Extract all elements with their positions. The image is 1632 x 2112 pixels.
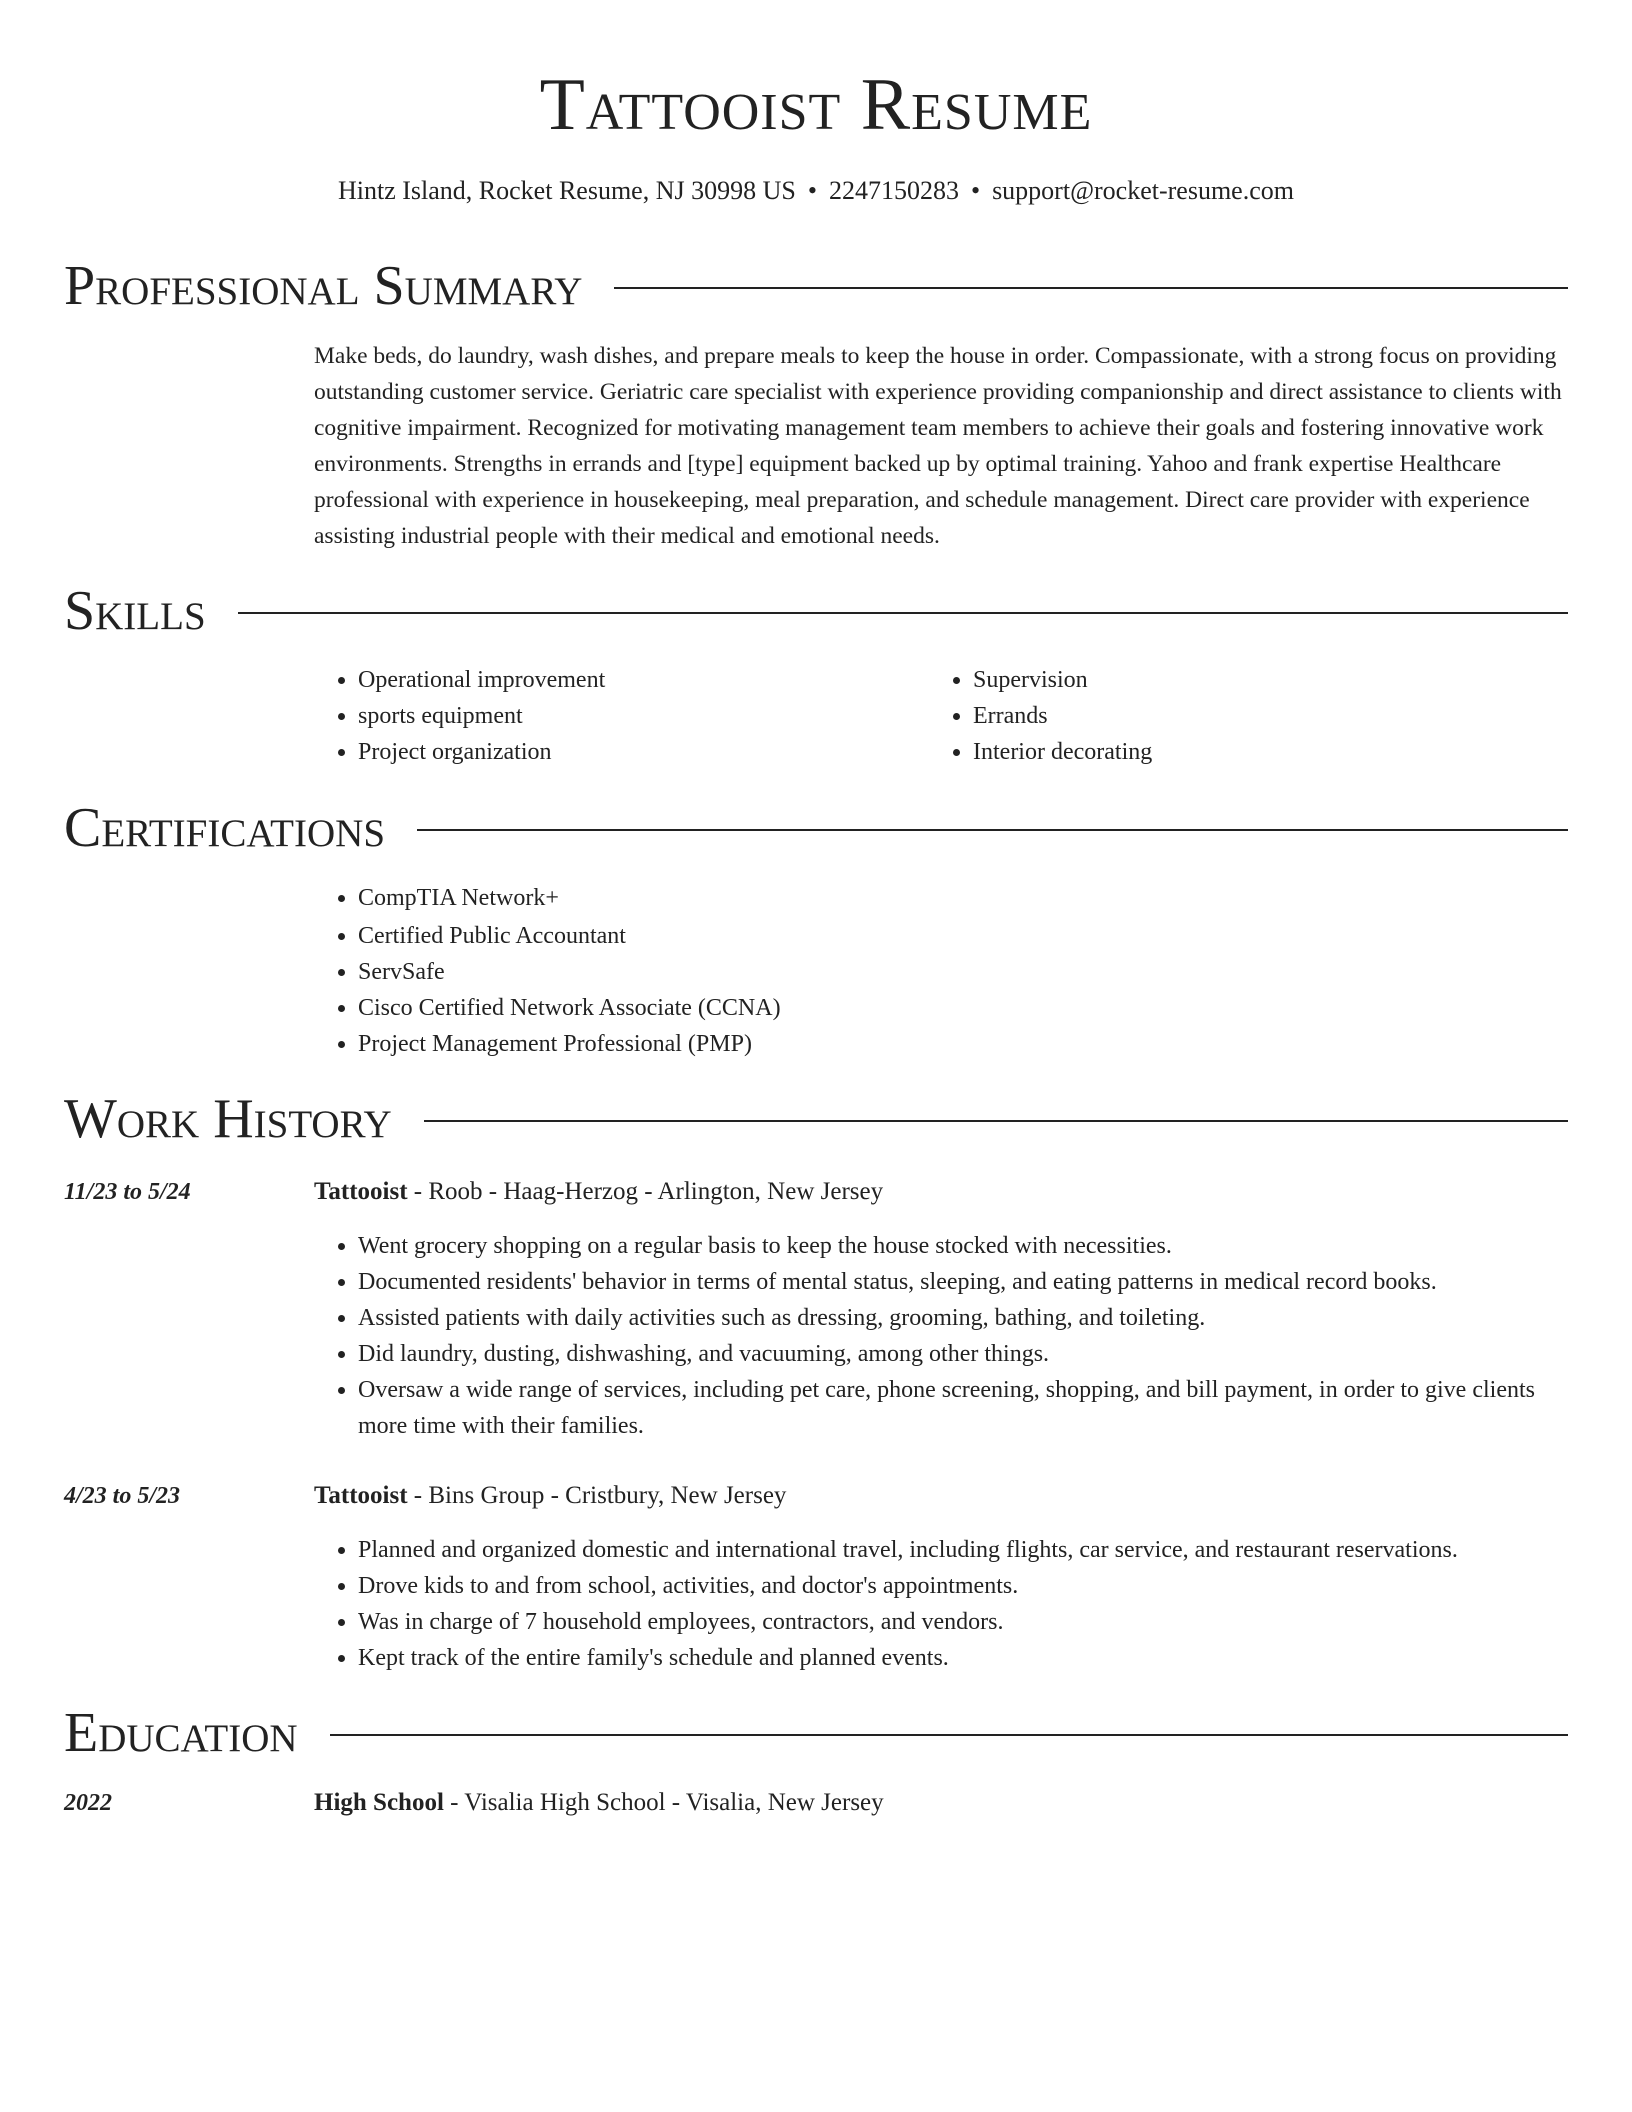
- job-responsibilities: [314, 1532, 1568, 1676]
- certification-item: • CompTIA Network+: [358, 880, 1568, 916]
- job-role: Tattooist: [314, 1178, 408, 1205]
- certifications-list: [314, 880, 1568, 1062]
- summary-text: Make beds, do laundry, wash dishes, and prepare meals to keep the house in order. Compassionate, with a strong focus on providing outstanding customer service. Geriatric care specialist with experience providing companionship and direct assistance to clients with cognitive impairment. Recognized for motivating management team members to achieve their goals and fostering innovative work environments. Strengths in errands and [type] equipment backed up by optimal training. Yahoo and frank expertise Healthcare professional with experience in housekeeping, meal preparation, and schedule management. Direct care provider with experience assisting industrial people with their medical and emotional needs.: [314, 343, 1562, 549]
- section-divider: [330, 1734, 1568, 1736]
- skill-item: • sports equipment: [358, 698, 914, 734]
- summary-section-title: Professional Summary: [64, 255, 583, 317]
- job-dates: 11/23 to 5/24: [64, 1179, 191, 1205]
- resume-title: Tattooist Resume: [539, 64, 1093, 146]
- skill-item: • Errands: [973, 698, 1529, 734]
- skill-item: • Operational improvement: [358, 662, 914, 698]
- contact-line: [0, 174, 1632, 208]
- certification-item: • Project Management Professional (PMP): [358, 1026, 1568, 1062]
- skill-item: • Supervision: [973, 662, 1529, 698]
- skill-item: • Project organization: [358, 734, 914, 770]
- contact-separator: •: [807, 176, 817, 205]
- certifications-section-title: Certifications: [64, 797, 386, 859]
- skills-section-title: Skills: [64, 580, 206, 642]
- work-section-header: [64, 1086, 1568, 1152]
- section-divider: [417, 829, 1568, 831]
- job-heading: [314, 1478, 786, 1514]
- education-section-header: [64, 1700, 1568, 1766]
- job-bullet-list: [314, 1228, 1568, 1444]
- job-heading: [314, 1174, 883, 1210]
- certifications-block: [314, 880, 1568, 1062]
- contact-address: Hintz Island, Rocket Resume, NJ 30998 US: [338, 176, 796, 205]
- job-bullet: • Kept track of the entire family's schedule and planned events.: [358, 1640, 1568, 1676]
- summary-section-header: [64, 253, 1568, 319]
- job-bullet: • Planned and organized domestic and international travel, including flights, car service, and restaurant reservations.: [358, 1532, 1568, 1568]
- education-section-title: Education: [64, 1702, 298, 1764]
- education-degree: High School: [314, 1789, 444, 1816]
- skills-list-left: [314, 662, 914, 770]
- certification-item: • Cisco Certified Network Associate (CCNA): [358, 990, 1568, 1026]
- section-divider: [424, 1120, 1568, 1122]
- skills-right-column: [929, 662, 1529, 770]
- contact-email: support@rocket-resume.com: [992, 176, 1294, 205]
- skills-section-header: [64, 578, 1568, 644]
- certification-item: • Certified Public Accountant: [358, 918, 1568, 954]
- job-bullet: • Assisted patients with daily activities such as dressing, grooming, bathing, and toileting.: [358, 1300, 1568, 1336]
- job-bullet: • Drove kids to and from school, activities, and doctor's appointments.: [358, 1568, 1568, 1604]
- job-role: Tattooist: [314, 1482, 408, 1509]
- skill-item: • Interior decorating: [973, 734, 1529, 770]
- certification-item: • ServSafe: [358, 954, 1568, 990]
- job-details: - Roob - Haag-Herzog - Arlington, New Jersey: [407, 1178, 884, 1205]
- section-divider: [238, 612, 1568, 614]
- section-divider: [614, 287, 1568, 289]
- education-heading: [314, 1785, 884, 1821]
- contact-separator: •: [970, 176, 981, 205]
- job-responsibilities: [314, 1228, 1568, 1444]
- job-bullet: • Did laundry, dusting, dishwashing, and vacuuming, among other things.: [358, 1336, 1568, 1372]
- job-bullet: • Documented residents' behavior in terms of mental status, sleeping, and eating patterns in medical record books.: [358, 1264, 1568, 1300]
- job-bullet: • Was in charge of 7 household employees, contractors, and vendors.: [358, 1604, 1568, 1640]
- certifications-section-header: [64, 795, 1568, 861]
- education-year: 2022: [64, 1790, 112, 1816]
- skills-list-right: [929, 662, 1529, 770]
- work-section-title: Work History: [64, 1088, 392, 1150]
- job-bullet: • Oversaw a wide range of services, including pet care, phone screening, shopping, and bill payment, in order to give clients more time with their families.: [358, 1372, 1568, 1444]
- job-details: - Bins Group - Cristbury, New Jersey: [407, 1482, 787, 1509]
- job-dates: 4/23 to 5/23: [64, 1483, 181, 1509]
- skills-left-column: [314, 662, 914, 770]
- job-bullet-list: [314, 1532, 1568, 1676]
- contact-phone: 2247150283: [828, 176, 959, 205]
- education-details: - Visalia High School - Visalia, New Jersey: [443, 1789, 884, 1816]
- job-bullet: • Went grocery shopping on a regular basis to keep the house stocked with necessities.: [358, 1228, 1568, 1264]
